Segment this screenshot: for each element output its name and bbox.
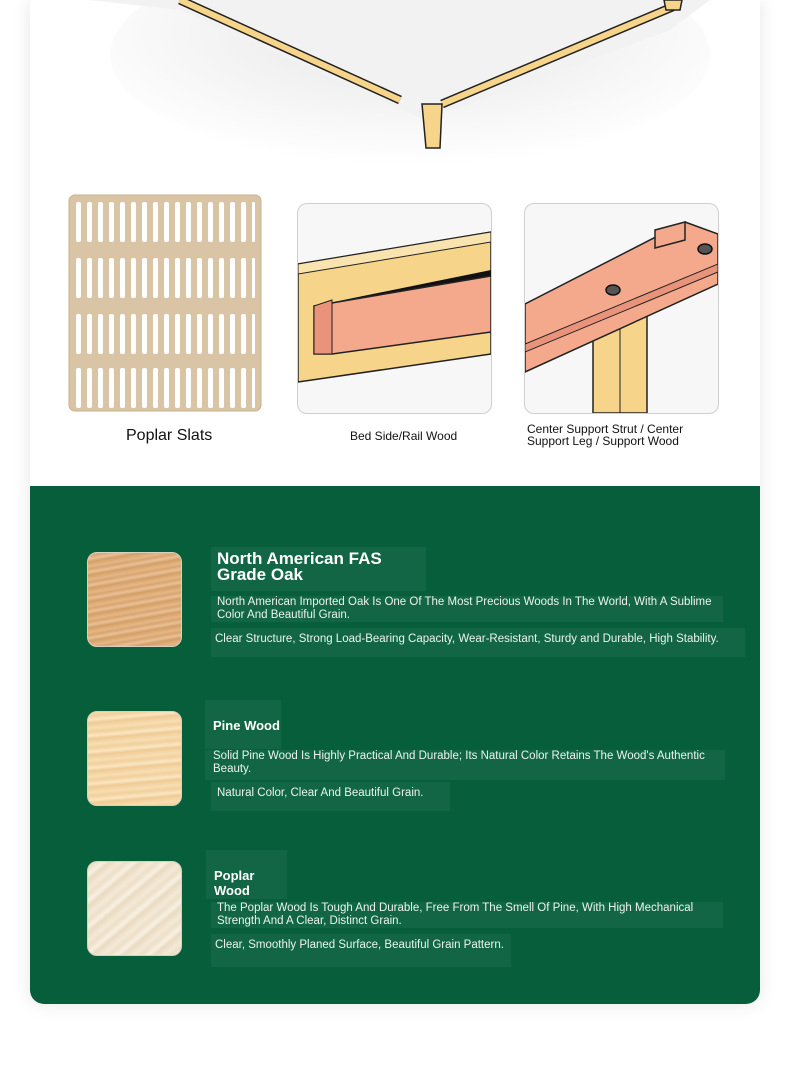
poplar-features: Clear, Smoothly Planed Surface, Beautiful Grain Pattern.: [211, 934, 511, 967]
oak-title-line1: North American FAS: [217, 549, 382, 568]
pine-features: Natural Color, Clear And Beautiful Grain.: [211, 782, 450, 811]
structure-section: [30, 0, 760, 486]
center-strut-icon: [525, 204, 718, 413]
product-card: [30, 0, 760, 1004]
slats-icon: [68, 194, 262, 412]
poplar-title: Poplar Wood: [206, 850, 287, 899]
wood-materials-section: [30, 486, 760, 1004]
rail-wood-part: [297, 203, 492, 414]
rail-label: Bed Side/Rail Wood: [350, 429, 458, 443]
poplar-description: The Poplar Wood Is Tough And Durable, Free From The Smell Of Pine, With High Mechanical Strength And A Clear, Distinct Grain.: [211, 902, 723, 928]
oak-title-line2: Grade Oak: [217, 565, 303, 584]
oak-description: North American Imported Oak Is One Of The Most Precious Woods In The World, With A Sublime Color And Beautiful Grain.: [211, 596, 723, 622]
center-strut-part: [524, 203, 719, 414]
pine-wood-image: [87, 711, 182, 806]
strut-label-line2: Support Leg / Support Wood: [527, 434, 679, 448]
poplar-wood-image: [87, 861, 182, 956]
pine-title: Pine Wood: [205, 700, 281, 749]
oak-wood-image: [87, 552, 182, 647]
oak-features: Clear Structure, Strong Load-Bearing Capacity, Wear-Resistant, Sturdy and Durable, High Stability.: [211, 628, 745, 657]
rail-wood-icon: [298, 204, 491, 413]
bed-frame-illustration: [30, 0, 760, 180]
poplar-slats-part: [68, 194, 262, 412]
strut-label-line1: Center Support Strut / Center: [527, 422, 684, 436]
slats-label: Poplar Slats: [126, 427, 213, 444]
pine-description: Solid Pine Wood Is Highly Practical And Durable; Its Natural Color Retains The Wood's Authentic Beauty.: [205, 750, 725, 780]
oak-title: [211, 547, 426, 591]
